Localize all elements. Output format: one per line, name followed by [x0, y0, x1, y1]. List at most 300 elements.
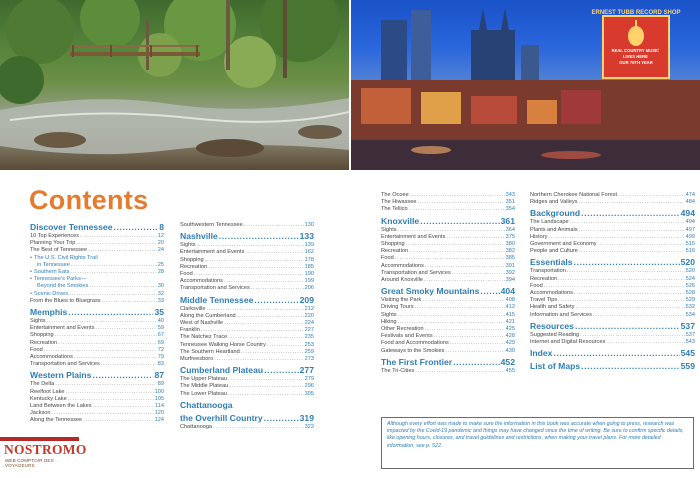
toc-entry[interactable]: [180, 257, 314, 264]
toc-label: Accommodations: [180, 278, 223, 285]
toc-page-number: 534: [685, 311, 695, 318]
toc-page-number: 277: [299, 365, 314, 376]
toc-label: Entertainment and Events: [180, 249, 245, 256]
toc-label: The Natchez Trace: [180, 334, 228, 341]
toc-label: Driving Tours: [381, 304, 414, 311]
dot-leader: [593, 312, 685, 319]
toc-label: History: [530, 233, 548, 240]
toc-label: Transportation: [530, 268, 566, 275]
toc-page-number: 520: [685, 268, 695, 275]
toc-section[interactable]: [530, 208, 695, 219]
toc-page-number: 114: [155, 403, 164, 410]
dot-leader: [194, 271, 304, 278]
toc-page-number: 72: [157, 346, 164, 353]
toc-page-number: 259: [304, 348, 314, 355]
toc-page-number: 380: [505, 241, 515, 248]
toc-page-number: 343: [505, 192, 515, 198]
toc-entry[interactable]: [530, 192, 695, 199]
toc-entry[interactable]: [381, 241, 515, 248]
toc-label: Internet and Digital Resources: [530, 339, 606, 346]
dot-leader: [228, 391, 304, 398]
dot-leader: [55, 332, 157, 339]
toc-label: The Delta: [30, 381, 55, 388]
toc-label: 10 Top Experiences: [30, 233, 80, 239]
toc-page-number: 385: [505, 255, 515, 262]
dot-leader: [558, 276, 685, 283]
toc-page-number: 382: [505, 248, 515, 255]
toc-entry[interactable]: [530, 304, 695, 311]
neon-sign-title: ERNEST TUBB RECORD SHOP: [591, 10, 681, 16]
toc-label: The Middle Plateau: [180, 383, 229, 390]
toc-entry[interactable]: [30, 262, 164, 269]
dot-leader: [578, 199, 684, 206]
toc-label: Essentials: [530, 257, 573, 268]
toc-page-number: 130: [304, 222, 314, 228]
toc-label: West of Nashville: [180, 320, 224, 327]
toc-entry[interactable]: [530, 268, 695, 275]
toc-entry[interactable]: [530, 332, 695, 339]
toc-page-number: 227: [304, 327, 314, 334]
dot-leader: [618, 192, 685, 199]
dot-leader: [424, 277, 505, 284]
dot-leader: [70, 269, 156, 276]
toc-page-number: 28: [157, 269, 164, 276]
dot-leader: [83, 417, 154, 424]
dot-leader: [69, 291, 157, 298]
toc-entry[interactable]: [30, 276, 164, 283]
toc-label: Food: [30, 346, 43, 353]
toc-page-number: 392: [505, 269, 515, 276]
toc-entry[interactable]: [180, 242, 314, 249]
toc-label: The Lower Plateau: [180, 390, 227, 397]
toc-page-number: 425: [505, 326, 515, 333]
toc-label: List of Maps: [530, 361, 581, 372]
toc-page-number: 69: [157, 339, 164, 346]
toc-label: Food: [180, 271, 193, 278]
toc-label: Middle Tennessee: [180, 294, 254, 305]
dot-leader: [267, 342, 304, 349]
dot-leader: [446, 234, 504, 241]
dot-leader: [237, 313, 304, 320]
toc-entry[interactable]: [180, 327, 314, 334]
toc-label: The Ocoee: [381, 192, 409, 198]
toc-page-number: 408: [505, 297, 515, 304]
toc-entry[interactable]: [381, 227, 515, 234]
toc-entry[interactable]: [30, 255, 164, 262]
toc-label: Resources: [530, 320, 574, 331]
nostromo-badge: [0, 437, 87, 468]
toc-entry[interactable]: [30, 417, 164, 424]
toc-page-number: 537: [680, 320, 695, 331]
toc-entry[interactable]: [381, 297, 515, 304]
toc-label: Food: [381, 255, 394, 262]
toc-entry[interactable]: [530, 199, 695, 206]
toc-section[interactable]: [381, 357, 515, 368]
toc-label: Sights: [30, 318, 46, 325]
toc-page-number: 319: [299, 412, 314, 423]
toc-page-number: 253: [304, 341, 314, 348]
photo-nashville-street: [351, 0, 700, 170]
toc-entry[interactable]: [381, 340, 515, 347]
toc-entry[interactable]: [30, 332, 164, 339]
toc-label: Ridges and Valleys: [530, 199, 578, 206]
toc-entry[interactable]: [30, 403, 164, 410]
toc-entry[interactable]: [180, 391, 314, 398]
toc-label: The Tri-Cities: [381, 367, 415, 374]
dot-leader: [224, 278, 304, 285]
dot-leader: [55, 381, 157, 388]
toc-entry[interactable]: [30, 269, 164, 276]
toc-entry[interactable]: [381, 319, 515, 326]
toc-page-number: 364: [505, 226, 515, 233]
toc-label: Hiking: [381, 318, 397, 325]
dot-leader: [398, 319, 505, 326]
toc-page-number: 139: [304, 242, 314, 249]
dot-leader: [219, 231, 299, 242]
toc-page-number: 516: [685, 248, 695, 255]
toc-label: Scenic Drives: [33, 290, 69, 297]
travel-advisory-note: Although every effort was made to make sure the information in this book was accurate when going to press, research was impacted by the Covid-19 pandemic and things may have changed since the time of writing. Be sure to confirm specific details, like opening hours, closures, and travel guidelines and restrictions, when making your travel plans. For more detailed information, see p. 522.: [381, 417, 694, 469]
toc-entry[interactable]: [30, 318, 164, 325]
dot-leader: [445, 348, 504, 355]
toc-label: Plants and Animals: [530, 226, 578, 233]
toc-label: Government and Economy: [530, 241, 597, 248]
dot-leader: [92, 370, 153, 381]
toc-section[interactable]: [180, 231, 314, 242]
toc-label: Transportation and Services: [381, 269, 451, 276]
contents-title: Contents: [29, 185, 149, 215]
toc-label: Southern Eats: [33, 269, 70, 276]
toc-page-number: 499: [685, 233, 695, 240]
toc-page-number: 24: [157, 247, 164, 254]
dot-leader: [453, 357, 500, 368]
toc-page-number: 33: [157, 297, 164, 304]
toc-entry[interactable]: [381, 199, 515, 206]
toc-label: Nashville: [180, 231, 218, 242]
toc-label: Land Between the Lakes: [30, 403, 92, 410]
toc-page-number: 404: [500, 286, 515, 297]
dot-leader: [580, 332, 685, 339]
toc-page-number: 524: [685, 275, 695, 282]
toc-label: Western Plains: [30, 370, 92, 381]
toc-label: Cumberland Plateau: [180, 365, 264, 376]
dot-leader: [570, 219, 685, 226]
toc-entry[interactable]: [381, 348, 515, 355]
dot-leader: [581, 208, 680, 219]
dot-leader: [452, 270, 505, 277]
toc-page-number: 455: [505, 367, 515, 374]
toc-label: Transportation and Services: [30, 361, 100, 368]
dot-leader: [567, 268, 685, 275]
toc-label: Shopping: [381, 241, 405, 248]
dot-leader: [420, 216, 499, 227]
dot-leader: [395, 255, 505, 262]
toc-entry[interactable]: [30, 354, 164, 361]
toc-entry[interactable]: [180, 376, 314, 383]
dot-leader: [76, 240, 156, 247]
dot-leader: [575, 304, 684, 311]
toc-entry[interactable]: [30, 381, 164, 388]
toc-page-number: 220: [304, 312, 314, 319]
toc-entry[interactable]: [530, 283, 695, 290]
toc-entry[interactable]: [30, 233, 164, 240]
toc-page-number: 25: [157, 261, 164, 268]
toc-page-number: 375: [505, 233, 515, 240]
toc-entry[interactable]: [30, 396, 164, 403]
toc-entry[interactable]: [530, 234, 695, 241]
toc-entry[interactable]: [30, 283, 164, 290]
dot-leader: [245, 249, 303, 256]
toc-entry[interactable]: [381, 255, 515, 262]
toc-label: The Southern Heartland: [180, 348, 240, 355]
toc-entry[interactable]: [180, 342, 314, 349]
toc-entry[interactable]: [530, 248, 695, 255]
toc-label: Shopping: [30, 332, 54, 339]
toc-label: Food and Accommodations: [381, 340, 449, 347]
toc-section[interactable]: [180, 413, 314, 424]
toc-entry[interactable]: [381, 270, 515, 277]
toc-page-number: 391: [505, 262, 515, 269]
dot-leader: [68, 396, 154, 403]
toc-entry[interactable]: [30, 347, 164, 354]
toc-page-number: 559: [680, 361, 695, 372]
toc-entry[interactable]: [530, 312, 695, 319]
dot-leader: [214, 356, 303, 363]
toc-page-number: 354: [505, 206, 515, 213]
toc-page-number: 351: [505, 199, 515, 206]
toc-label: Memphis: [30, 307, 68, 318]
neon-sign-line: LIVES HERE: [622, 54, 648, 59]
toc-entry[interactable]: [30, 298, 164, 305]
toc-section[interactable]: [530, 361, 695, 372]
toc-entry[interactable]: [180, 249, 314, 256]
toc-label: Along the Tennessee: [30, 417, 83, 424]
toc-page-number: 133: [299, 231, 314, 242]
toc-section[interactable]: [530, 348, 695, 359]
toc-label: Murfreesboro: [180, 356, 214, 363]
toc-page-number: 412: [505, 304, 515, 311]
toc-entry[interactable]: [30, 247, 164, 254]
toc-page-number: 305: [304, 390, 314, 397]
toc-label: Recreation: [530, 275, 558, 282]
toc-entry[interactable]: [180, 278, 314, 285]
toc-entry[interactable]: [530, 227, 695, 234]
dot-leader: [74, 354, 157, 361]
toc-page-number: 89: [157, 381, 164, 388]
toc-label: Clarksville: [180, 305, 206, 312]
toc-page-number: 322: [304, 423, 314, 430]
toc-entry[interactable]: [530, 241, 695, 248]
forest-bridge-illustration: [0, 0, 349, 170]
toc-entry[interactable]: [381, 312, 515, 319]
dot-leader: [553, 348, 679, 359]
toc-entry[interactable]: [381, 263, 515, 270]
neon-sign-line: REAL COUNTRY MUSIC: [611, 48, 660, 53]
dot-leader: [598, 241, 685, 248]
photo-forest-bridge: [0, 0, 349, 170]
toc-page-number: 537: [685, 331, 695, 338]
dot-leader: [574, 290, 685, 297]
toc-section[interactable]: [381, 216, 515, 227]
toc-page-number: 526: [685, 282, 695, 289]
toc-entry[interactable]: [180, 320, 314, 327]
toc-page-number: 212: [304, 305, 314, 312]
toc-entry[interactable]: [530, 290, 695, 297]
dot-leader: [229, 383, 303, 390]
toc-page-number: 67: [157, 332, 164, 339]
toc-page-number: 394: [505, 277, 515, 284]
toc-page-number: 515: [685, 241, 695, 248]
toc-entry[interactable]: [381, 234, 515, 241]
toc-label: Entertainment and Events: [30, 325, 95, 332]
toc-entry[interactable]: [530, 276, 695, 283]
toc-entry[interactable]: [530, 219, 695, 226]
toc-label: Great Smoky Mountains: [381, 286, 480, 297]
dot-leader: [224, 320, 304, 327]
toc-label: Tennessee's Parks—: [33, 276, 87, 283]
dot-leader: [93, 403, 155, 410]
toc-label: People and Culture: [530, 248, 578, 255]
toc-entry[interactable]: [30, 410, 164, 417]
toc-column-3: [381, 192, 515, 375]
badge-subtitle: WEB COMPTOIR DES VOYAGEURS: [5, 458, 54, 468]
toc-entry[interactable]: [381, 192, 515, 199]
toc-entry[interactable]: [381, 206, 515, 213]
toc-label: Visiting the Park: [381, 297, 422, 304]
toc-label: Information and Services: [530, 311, 592, 318]
toc-page-number: 40: [157, 318, 164, 325]
toc-section[interactable]: [530, 321, 695, 332]
toc-page-number: 185: [304, 263, 314, 270]
toc-label: Shopping: [180, 256, 204, 263]
toc-page-number: 545: [680, 348, 695, 359]
toc-section[interactable]: [381, 286, 515, 297]
dot-leader: [410, 192, 505, 199]
toc-entry[interactable]: [30, 389, 164, 396]
toc-page-number: 105: [154, 395, 164, 402]
toc-entry[interactable]: [180, 285, 314, 292]
dot-leader: [68, 307, 153, 318]
toc-page-number: 87: [154, 370, 164, 381]
toc-label: The Landscape: [530, 219, 569, 226]
dot-leader: [581, 361, 680, 372]
toc-label: The Tellico: [381, 206, 408, 213]
toc-entry[interactable]: [180, 349, 314, 356]
toc-entry[interactable]: [530, 297, 695, 304]
dot-leader: [558, 297, 685, 304]
toc-entry[interactable]: [30, 240, 164, 247]
toc-entry[interactable]: [381, 333, 515, 340]
toc-entry[interactable]: [180, 334, 314, 341]
dot-leader: [422, 297, 504, 304]
dot-leader: [241, 349, 304, 356]
toc-page-number: 20: [157, 240, 164, 247]
toc-entry[interactable]: [30, 361, 164, 368]
toc-entry[interactable]: [180, 222, 314, 229]
dot-leader: [606, 339, 684, 346]
toc-page-number: 361: [500, 215, 515, 226]
toc-label: the Overhill Country: [180, 412, 263, 423]
toc-page-number: 484: [685, 199, 695, 206]
dot-leader: [579, 227, 685, 234]
dot-leader: [264, 413, 299, 424]
toc-entry[interactable]: [180, 356, 314, 363]
toc-entry[interactable]: [30, 325, 164, 332]
dot-leader: [207, 306, 304, 313]
toc-section[interactable]: [30, 222, 164, 233]
toc-section[interactable]: [30, 370, 164, 381]
toc-label: From the Blues to Bluegrass: [30, 297, 101, 304]
toc-page-number: 532: [685, 304, 695, 311]
dot-leader: [425, 326, 505, 333]
dot-leader: [574, 257, 680, 268]
badge-bar: [0, 437, 79, 441]
toc-entry[interactable]: [530, 339, 695, 346]
toc-page-number: 494: [685, 219, 695, 226]
toc-entry[interactable]: [180, 313, 314, 320]
toc-page-number: 83: [157, 361, 164, 368]
dot-leader: [434, 333, 505, 340]
dot-leader: [398, 227, 505, 234]
dot-leader: [113, 222, 158, 233]
dot-leader: [575, 321, 680, 332]
toc-section[interactable]: [530, 257, 695, 268]
toc-label: Chattanooga: [180, 423, 213, 430]
toc-entry[interactable]: [180, 264, 314, 271]
toc-label: Discover Tennessee: [30, 222, 113, 232]
toc-entry[interactable]: [381, 304, 515, 311]
toc-page-number: 124: [154, 417, 164, 424]
bullet-icon: •: [30, 290, 32, 297]
toc-page-number: 494: [680, 208, 695, 219]
toc-page-number: 429: [505, 340, 515, 347]
toc-section[interactable]: [180, 400, 314, 411]
toc-entry[interactable]: [180, 306, 314, 313]
toc-page-number: 415: [505, 311, 515, 318]
toc-entry[interactable]: [180, 424, 314, 431]
toc-section[interactable]: [180, 295, 314, 306]
toc-page-number: 421: [505, 318, 515, 325]
dot-leader: [47, 318, 157, 325]
toc-entry[interactable]: [180, 271, 314, 278]
toc-page-number: 199: [304, 278, 314, 285]
toc-entry[interactable]: [30, 340, 164, 347]
toc-label: Northern Cherokee National Forest: [530, 192, 618, 198]
toc-section[interactable]: [180, 365, 314, 376]
badge-name: NOSTROMO: [4, 442, 87, 457]
toc-label: Sights: [381, 311, 397, 318]
dot-leader: [197, 242, 304, 249]
dot-leader: [254, 295, 298, 306]
toc-entry[interactable]: [180, 383, 314, 390]
toc-page-number: 497: [685, 226, 695, 233]
toc-entry[interactable]: [381, 326, 515, 333]
toc-section[interactable]: [30, 307, 164, 318]
dot-leader: [480, 286, 499, 297]
dot-leader: [102, 298, 157, 305]
dot-leader: [52, 410, 154, 417]
toc-page-number: 430: [505, 347, 515, 354]
toc-entry[interactable]: [381, 277, 515, 284]
toc-entry[interactable]: [381, 368, 515, 375]
toc-page-number: 528: [685, 290, 695, 297]
toc-page-number: 235: [304, 334, 314, 341]
dot-leader: [95, 325, 156, 332]
dot-leader: [415, 368, 504, 375]
toc-entry[interactable]: [30, 291, 164, 298]
toc-entry[interactable]: [381, 248, 515, 255]
dot-leader: [201, 327, 304, 334]
